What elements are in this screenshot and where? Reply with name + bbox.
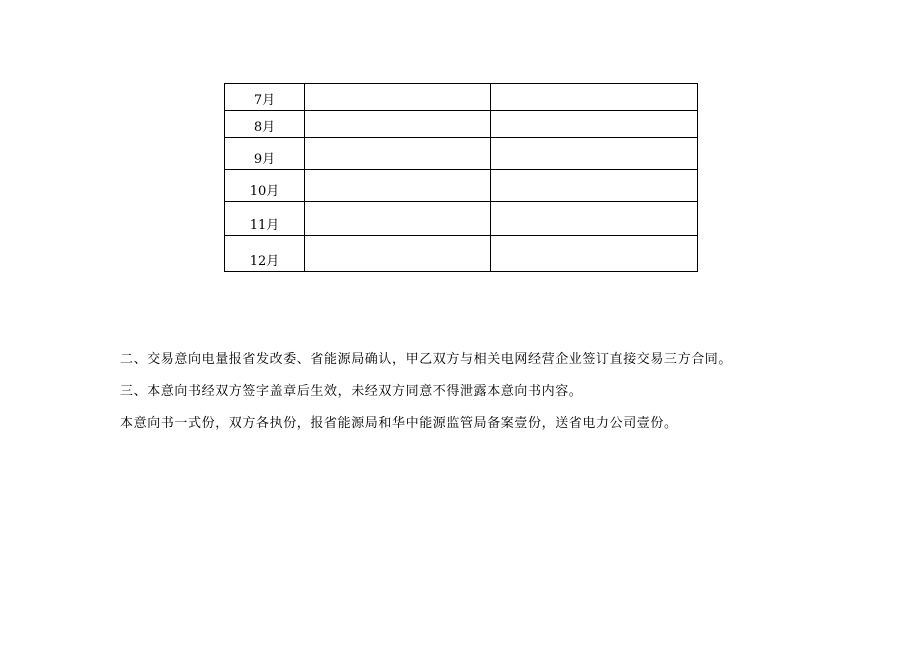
value-cell: [491, 84, 698, 111]
table-row: [225, 202, 698, 236]
paragraph-copies: 本意向书一式份，双方各执份，报省能源局和华中能源监管局备案壹份，送省电力公司壹份。: [120, 416, 678, 431]
month-cell: 12月: [225, 236, 305, 272]
value-cell: [305, 84, 491, 111]
table-row: [225, 84, 698, 111]
value-cell: [491, 202, 698, 236]
value-cell: [491, 111, 698, 138]
paragraph-confirmation: 二、交易意向电量报省发改委、省能源局确认，甲乙双方与相关电网经营企业签订直接交易三方合同。: [120, 352, 733, 367]
table-row: [225, 170, 698, 202]
document-body: [120, 350, 820, 446]
paragraph-effectiveness: 三、本意向书经双方签字盖章后生效，未经双方同意不得泄露本意向书内容。: [120, 384, 583, 399]
month-cell: 11月: [225, 202, 305, 236]
value-cell: [491, 236, 698, 272]
monthly-table: [224, 83, 698, 272]
table-row: [225, 236, 698, 272]
value-cell: [491, 170, 698, 202]
table-row: [225, 111, 698, 138]
table-row: [225, 138, 698, 170]
value-cell: [305, 138, 491, 170]
value-cell: [305, 170, 491, 202]
value-cell: [305, 202, 491, 236]
month-cell: 8月: [225, 111, 305, 138]
month-cell: 10月: [225, 170, 305, 202]
month-cell: 7月: [225, 84, 305, 111]
value-cell: [305, 111, 491, 138]
month-cell: 9月: [225, 138, 305, 170]
value-cell: [491, 138, 698, 170]
value-cell: [305, 236, 491, 272]
